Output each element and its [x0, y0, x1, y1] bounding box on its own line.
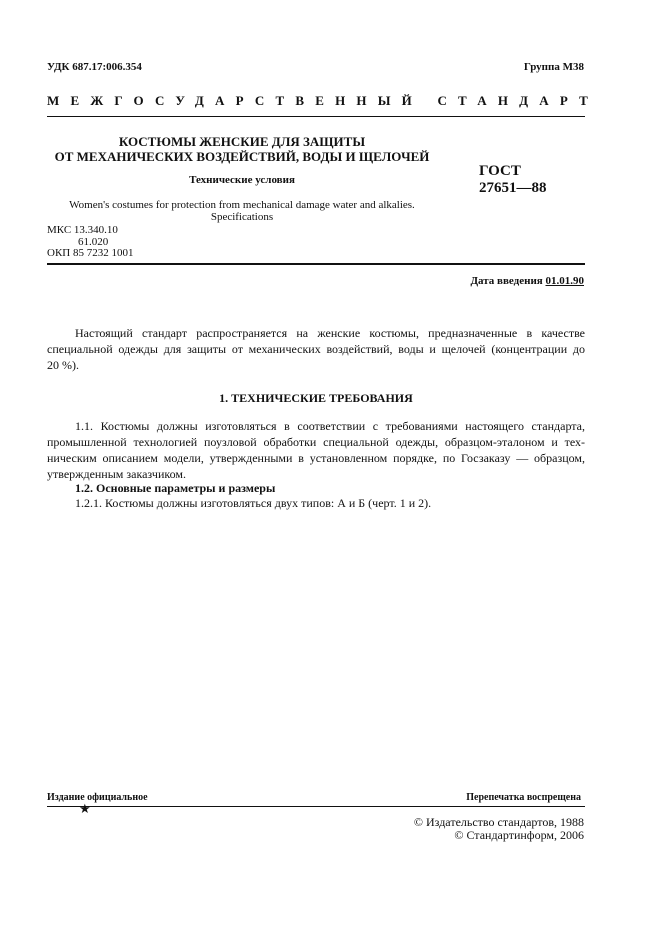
intro-line-3: 20 %). — [47, 358, 79, 372]
official-edition-label: Издание официальное — [47, 792, 148, 803]
intro-line-2: специальной одежды для защиты от механических воздействий, воды и щелочей (концентрации до — [47, 342, 585, 356]
title-block-rule — [47, 263, 585, 265]
p11-line-4: утвержденным заказчиком. — [47, 467, 186, 481]
p11-line-3: ническим описанием модели, утвержденными в установленном порядке, по Госзаказу — образцом, — [47, 451, 585, 465]
intro-date-value: 01.01.90 — [545, 275, 584, 287]
okp-code: ОКП 85 7232 1001 — [47, 247, 134, 259]
footer-rule — [47, 806, 585, 807]
copyright-1: © Издательство стандартов, 1988 — [413, 815, 584, 829]
udk-code: УДК 687.17:006.354 — [47, 61, 142, 73]
header-rule — [47, 116, 585, 117]
english-title-line-2: Specifications — [210, 211, 274, 223]
group-code: Группа М38 — [523, 61, 584, 73]
paragraph-1-2-1: 1.2.1. Костюмы должны изготовляться двух типов: А и Б (черт. 1 и 2). — [75, 496, 432, 510]
reprint-prohibited-label: Перепечатка воспрещена — [466, 792, 581, 803]
copyright-2: © Стандартинформ, 2006 — [454, 828, 584, 842]
intro-paragraph — [47, 325, 585, 373]
intro-date — [470, 275, 584, 287]
mks-code-2: 61.020 — [78, 236, 109, 248]
english-title-line-1: Women's costumes for protection from mechanical damage water and alkalies. — [69, 199, 415, 211]
title-line-1: КОСТЮМЫ ЖЕНСКИЕ ДЛЯ ЗАЩИТЫ — [118, 134, 366, 149]
p11-line-1: 1.1. Костюмы должны изготовляться в соответствии с требованиями настоящего стандарта, — [75, 419, 585, 433]
standard-banner: МЕЖГОСУДАРСТВЕННЫЙ СТАНДАРТ — [47, 93, 600, 108]
intro-line-1: Настоящий стандарт распространяется на женские костюмы, предназначенные в качестве — [75, 326, 585, 340]
section-1-heading: 1. ТЕХНИЧЕСКИЕ ТРЕБОВАНИЯ — [219, 391, 413, 405]
subsection-1-2-heading: 1.2. Основные параметры и размеры — [75, 481, 276, 495]
paragraph-1-1 — [47, 418, 585, 482]
mks-code-1: МКС 13.340.10 — [47, 224, 118, 236]
p11-line-2: промышленной технологией поузловой обработки специальной одежды, образцом-эталоном и тех- — [47, 435, 585, 449]
gost-number: 27651—88 — [479, 180, 547, 196]
gost-label: ГОСТ — [479, 163, 521, 179]
intro-date-label: Дата введения — [470, 275, 543, 287]
subtitle: Технические условия — [189, 174, 295, 186]
star-icon: ★ — [79, 801, 91, 816]
title-line-2: ОТ МЕХАНИЧЕСКИХ ВОЗДЕЙСТВИЙ, ВОДЫ И ЩЕЛОЧЕЙ — [54, 149, 430, 164]
